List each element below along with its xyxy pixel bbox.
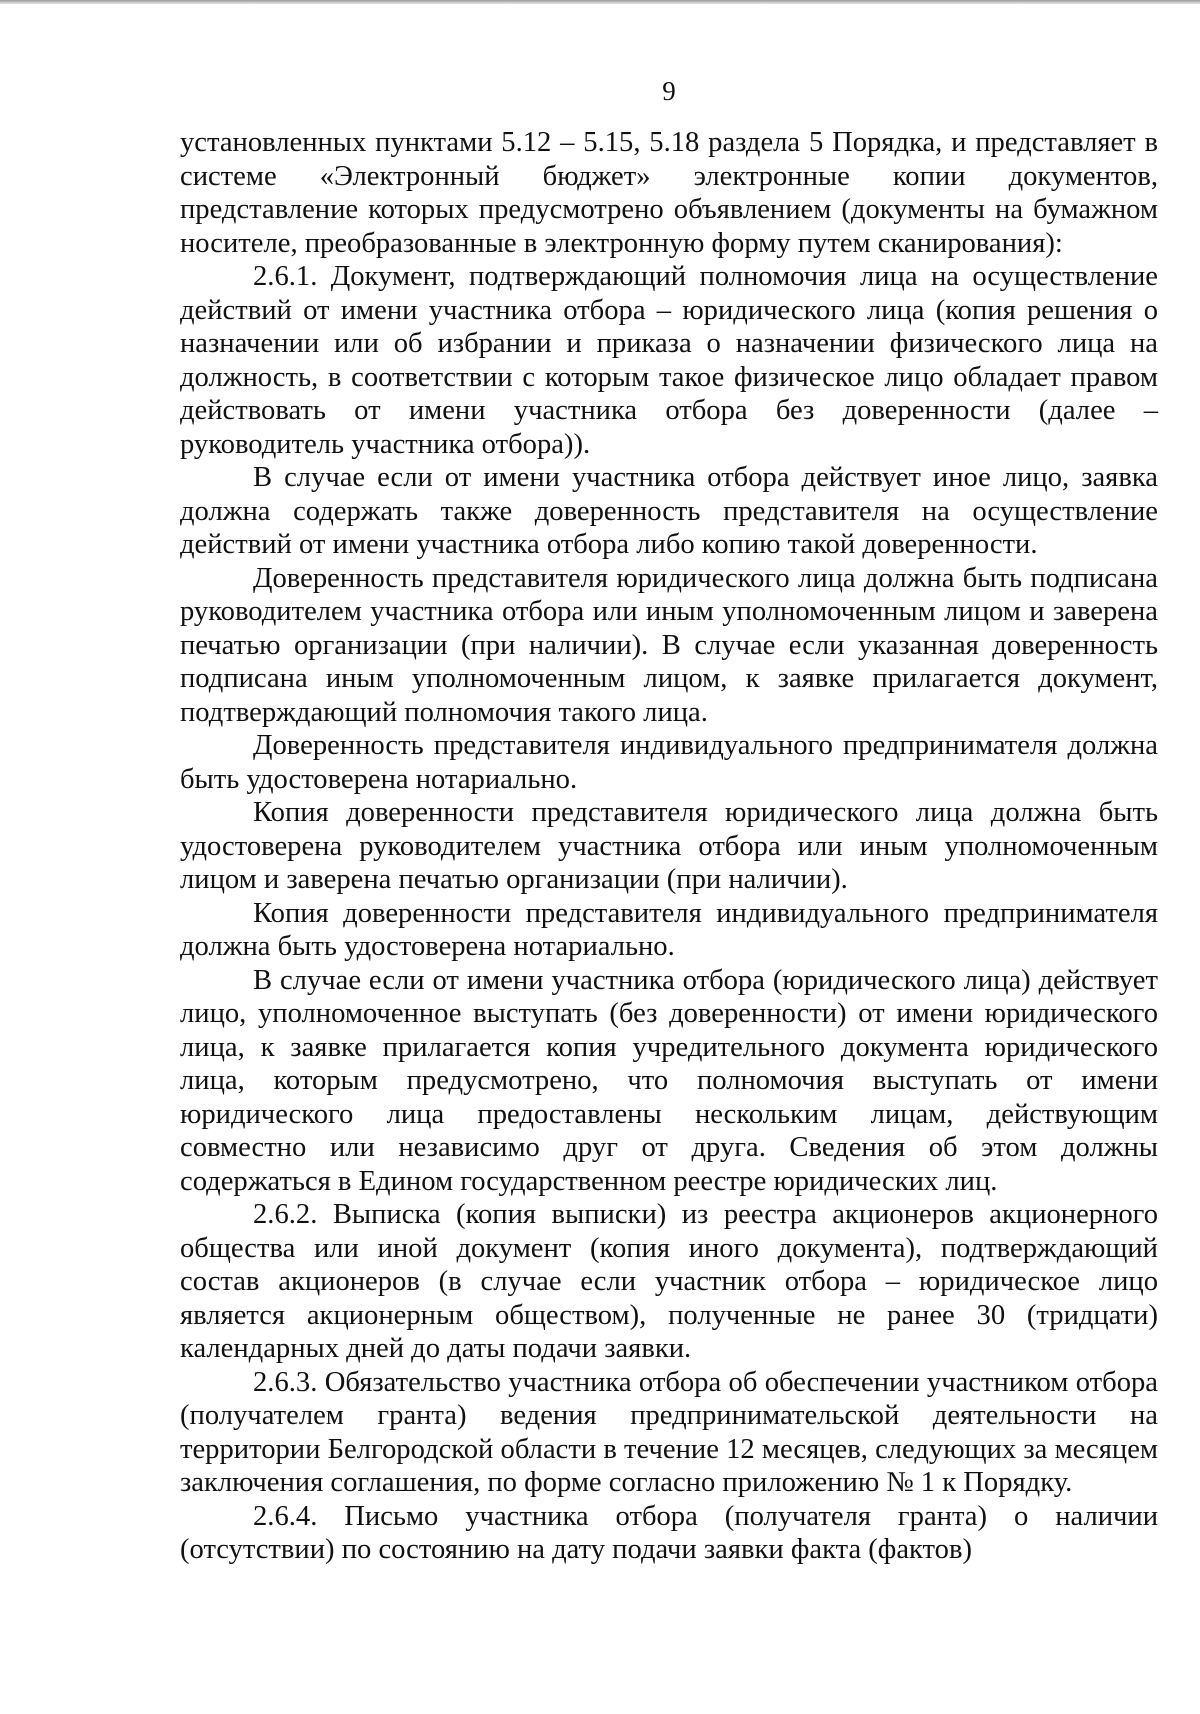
page-number: 9 (662, 76, 676, 106)
paragraph: Доверенность представителя индивидуального предпринимателя должна быть удостоверена нотариально. (180, 730, 1158, 795)
paragraph: Доверенность представителя юридического лица должна быть подписана руководителем участника отбора или иным уполномоченным лицом и заверена печатью организации (при наличии). В случае если указанная доверенность подписана иным уполномоченным лицом, к заявке прилагается документ, подтверждающий полномочия такого лица. (180, 562, 1158, 728)
paragraph: Копия доверенности представителя индивидуального предпринимателя должна быть удостоверена нотариально. (180, 897, 1158, 962)
paragraph: 2.6.4. Письмо участника отбора (получателя гранта) о наличии (отсутствии) по состоянию на дату подачи заявки факта (фактов) (180, 1500, 1158, 1565)
scan-edge (0, 0, 1200, 4)
paragraph: 2.6.3. Обязательство участника отбора об обеспечении участником отбора (получателем гранта) ведения предпринимательской деятельности на территории Белгородской области в течение 12 месяцев, следующих за месяцем заключения соглашения, по форме согласно приложению № 1 к Порядку. (180, 1366, 1158, 1498)
paragraph: установленных пунктами 5.12 – 5.15, 5.18 раздела 5 Порядка, и представляет в системе «Электронный бюджет» электронные копии документов, представление которых предусмотрено объявлением (документы на бумажном носителе, преобразованные в электронную форму путем сканирования): (180, 127, 1158, 259)
paragraph: Копия доверенности представителя юридического лица должна быть удостоверена руководителем участника отбора или иным уполномоченным лицом и заверена печатью организации (при наличии). (180, 797, 1158, 895)
document-body (180, 126, 1158, 1567)
paragraph: 2.6.1. Документ, подтверждающий полномочия лица на осуществление действий от имени участника отбора – юридического лица (копия решения о назначении или об избрании и приказа о назначении физического лица на должность, в соответствии с которым такое физическое лицо обладает правом действовать от имени участника отбора без доверенности (далее – руководитель участника отбора)). (180, 261, 1158, 460)
paragraph: В случае если от имени участника отбора действует иное лицо, заявка должна содержать также доверенность представителя на осуществление действий от имени участника отбора либо копию такой доверенности. (180, 462, 1158, 560)
paragraph: В случае если от имени участника отбора (юридического лица) действует лицо, уполномоченное выступать (без доверенности) от имени юридического лица, к заявке прилагается копия учредительного документа юридического лица, которым предусмотрено, что полномочия выступать от имени юридического лица предоставлены нескольким лицам, действующим совместно или независимо друг от друга. Сведения об этом должны содержаться в Едином государственном реестре юридических лиц. (180, 964, 1158, 1197)
document-page (180, 74, 1158, 1567)
paragraph: 2.6.2. Выписка (копия выписки) из реестра акционеров акционерного общества или иной документ (копия иного документа), подтверждающий состав акционеров (в случае если участник отбора – юридическое лицо является акционерным обществом), полученные не ранее 30 (тридцати) календарных дней до даты подачи заявки. (180, 1199, 1158, 1364)
